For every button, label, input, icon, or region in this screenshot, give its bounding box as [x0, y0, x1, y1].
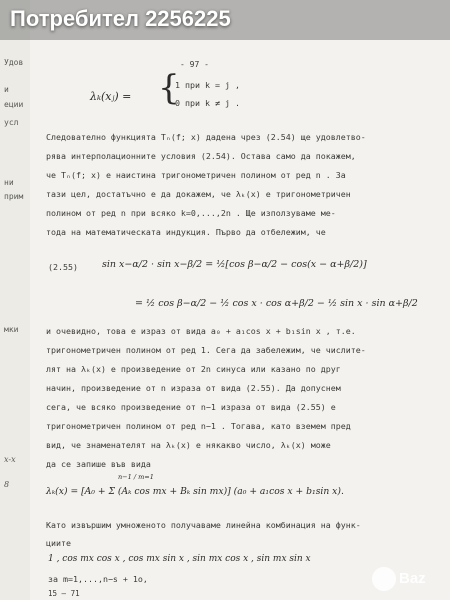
brace-symbol: { [158, 68, 180, 108]
text-line: тригонометричен полином от ред n−1 . Тогава, като вземем пред [46, 421, 351, 431]
margin-fragment: еции [4, 100, 24, 109]
text-line: и очевидно, това е израз от вида a₀ + a₁cos x + b₁sin x , т.е. [46, 326, 356, 336]
footer-mark: 15 – 71 [48, 589, 80, 598]
logo-text: Baz [399, 570, 426, 587]
margin-fragment: и [4, 85, 9, 94]
text-line: Следователно функцията Tₙ(f; x) дадена чрез (2.54) ще удовлетво- [46, 132, 366, 142]
margin-fragment: 8 [4, 480, 10, 489]
text-line: лят на λₖ(x) е произведение от 2n синуса или казано по друг [46, 364, 341, 374]
margin-fragment: x-x [4, 455, 16, 464]
case-one: 1 при k = j , [175, 80, 240, 90]
margin-fragment: мки [4, 325, 19, 334]
case-two: 0 при k ≠ j . [175, 98, 240, 108]
text-line: тода на математическата индукция. Първо да отбележим, че [46, 227, 326, 237]
logo-circle-icon [372, 567, 396, 591]
text-line: да се запише във вида [46, 459, 151, 469]
text-line: начин, произведение от n израза от вида (2.55). Да допуснем [46, 383, 341, 393]
equation-big: λₖ(x) = [A₀ + Σ (Aₖ cos mx + Bₖ sin mx)] (a₀ + a₁cos x + b₁sin x). [46, 486, 344, 497]
equation-line: sin x−α/2 · sin x−β/2 = ½[cos β−α/2 − cos(x − α+β/2)] [102, 259, 367, 270]
margin-fragment: Удов [4, 58, 24, 67]
margin-fragment: ни [4, 178, 14, 187]
text-line: полином от ред n при всяко k=0,...,2n . Ще използуваме ме- [46, 208, 336, 218]
margin-fragment: усл [4, 118, 19, 127]
text-line: циите [46, 538, 71, 548]
text-line: Като извършим умноженото получаваме линейна комбинация на функ- [46, 520, 361, 530]
left-page-edge [0, 0, 30, 600]
text-line: тригонометричен полином от ред 1. Сега да забележим, че числите- [46, 345, 366, 355]
formula-lhs: λₖ(xⱼ) = [90, 90, 132, 103]
text-line: сега, че всяко произведение от n−1 израза от вида (2.55) е [46, 402, 336, 412]
watermark-banner [0, 0, 450, 40]
text-line: че Tₙ(f; x) е наистина тригонометричен полином от ред n . За [46, 170, 346, 180]
text-line: рява интерполационните условия (2.54). Остава само да покажем, [46, 151, 356, 161]
equation-label: (2.55) [48, 262, 78, 272]
watermark-banner-text: Потребител 2256225 [10, 6, 231, 31]
sum-limits: n−1 / m=1 [118, 473, 154, 481]
m-range-line: за m=1,...,n−s + 1o, [48, 574, 148, 584]
bazar-logo [372, 566, 442, 592]
book-page [30, 0, 450, 600]
equation-line: = ½ cos β−α/2 − ½ cos x · cos α+β/2 − ½ sin x · sin α+β/2 [135, 298, 418, 309]
margin-fragment: прим [4, 192, 24, 201]
text-line: вид, че знаменателят на λₖ(x) е някакво число, λₖ(x) може [46, 440, 331, 450]
functions-line: 1 , cos mx cos x , cos mx sin x , sin mx cos x , sin mx sin x [48, 554, 311, 564]
page-number: - 97 - [180, 60, 209, 69]
text-line: тази цел, достатъчно е да докажем, че λₖ(x) е тригонометричен [46, 189, 351, 199]
